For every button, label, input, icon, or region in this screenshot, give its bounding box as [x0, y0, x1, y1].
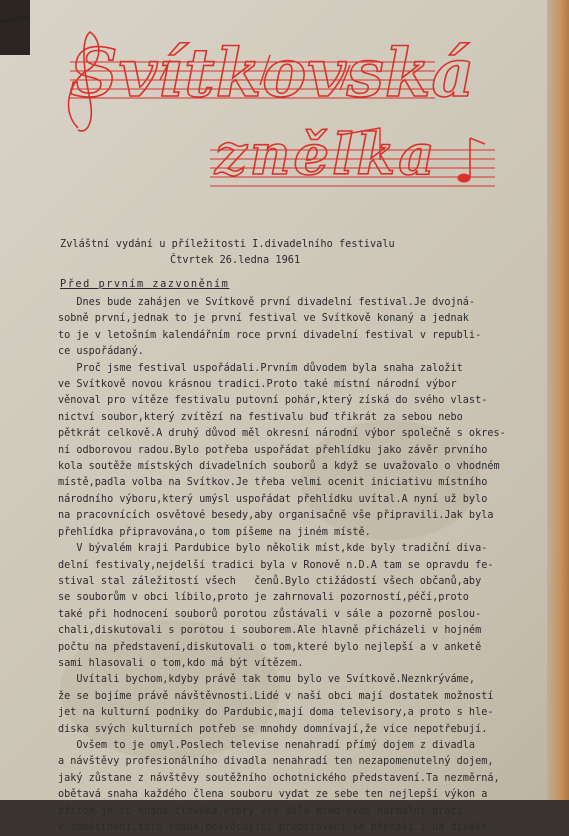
issue-date: Čtvrtek 26.ledna 1961 — [170, 254, 301, 266]
body-line: V bývalém kraji Pardubice bylo několik míst,kde byly tradiční diva- — [58, 543, 488, 555]
body-line: nictví soubor,který zvítězí na festivalu buď třikrát za sebou nebo — [58, 411, 463, 423]
article-heading: Před prvním zazvoněním — [60, 278, 230, 290]
body-line: věnoval pro vítěze festivalu putovní pohár,který získá do svého vlast- — [58, 395, 488, 407]
body-line: Uvítali bychom,kdyby právě tak tomu bylo ve Svítkově.Neznkrýváme, — [58, 674, 476, 686]
body-line: sami hlasovali o tom,kdo má být vítězem. — [58, 657, 304, 669]
body-line: Proč jsme festival uspořádali.Prvním důvodem byla snaha založit — [58, 362, 463, 374]
body-line: ní odborovou radou.Bylo potřeba uspořádat přehlídku jako závěr prvního — [58, 444, 488, 456]
body-line: pětkrát celkově.A druhý důvod měl okresní národní výbor společně s okres- — [58, 428, 506, 440]
article-body — [58, 295, 528, 836]
body-line: v zaměstnání,tato snaha,posvěcující představení se přenáší i na diváke — [58, 822, 488, 833]
body-line: Dnes bude zahájen ve Svítkově první divadelní festival.Je dvojná- — [58, 297, 476, 308]
body-line: jet na kulturní podniky do Pardubic,mají doma televisory,a proto s hle- — [58, 707, 494, 719]
body-line: že se bojíme právě návštěvnosti.Lidé v naší obci mají dostatek možností — [58, 690, 494, 702]
body-line: to je v letošním kalendářním roce první divadelní festival v republi- — [58, 329, 482, 341]
body-line: obětavá snaha každého člena souboru vydat ze sebe ten nejlepší výkon a — [58, 789, 488, 801]
body-line: jaký zůstane z návštěvy soutěžního ochotnického představení.Ta nezměrná, — [58, 772, 500, 784]
issue-note: Zvláštní vydání u příležitosti I.divadelního festivalu — [60, 238, 395, 250]
masthead-title-line2: znělka — [215, 122, 438, 188]
body-line: ve Svítkově novou krásnou tradici.Proto také místní národní výbor — [58, 379, 457, 391]
body-line: delní festivaly,nejdelší tradici byla v Ronově n.D.A tam se opravdu fe- — [58, 559, 494, 571]
body-line: Ovšem to je omyl.Poslech televise nenahradí přímý dojem z divadla — [58, 739, 476, 751]
body-line: se souborům v obci líbilo,proto je zahrnovali pozorností,péčí,proto — [58, 592, 469, 604]
body-line: místě,padla volba na Svítkov.Je třeba velmi ocenit iniciativu místního — [58, 477, 488, 489]
body-line: sobně první,jednak to je první festival ve Svítkově konaný a jednak — [58, 313, 469, 325]
body-line: kola soutěže místských divadelních souborů a když se uvažovalo o vhodném — [58, 461, 500, 473]
masthead — [40, 10, 510, 210]
body-line: chali,diskutovali s porotou i souborem.Ale hlavně přicházeli v hojném — [58, 625, 482, 637]
body-line: přehlídka připravována,o tom píšeme na jiném místě. — [58, 526, 371, 538]
body-line: počtu na představení,diskutovali o tom,které bylo nejlepší a v anketě — [58, 641, 482, 653]
body-line: také při hodnocení souborů porotou zůstávali v sále a pozorně poslou- — [58, 608, 482, 620]
body-line: diska svých kulturních potřeb se mnohdy domnívají,že více nepotřebují. — [58, 723, 488, 735]
body-line: na pracovnících osvětové besedy,aby organisačně vše připravili.Jak byla — [58, 510, 494, 522]
body-line: stival stal záležitostí všech čenů.Bylo ctižádostí všech občanů,aby — [58, 575, 482, 587]
body-line: národního výboru,který umýsl uspořádat přehlídku uvítal.A nyní už bylo — [58, 493, 488, 505]
body-line: a návštěvy profesionálního divadla nenahradí ten nezapomenutelný dojem, — [58, 756, 494, 768]
body-line: ce uspořádaný. — [58, 346, 144, 358]
masthead-title-line1: Svítkovská — [70, 34, 476, 112]
body-line: přitom je to snaha člověka,který vše dělá mimo svou normální práci — [58, 805, 463, 817]
page-edge — [547, 0, 569, 800]
